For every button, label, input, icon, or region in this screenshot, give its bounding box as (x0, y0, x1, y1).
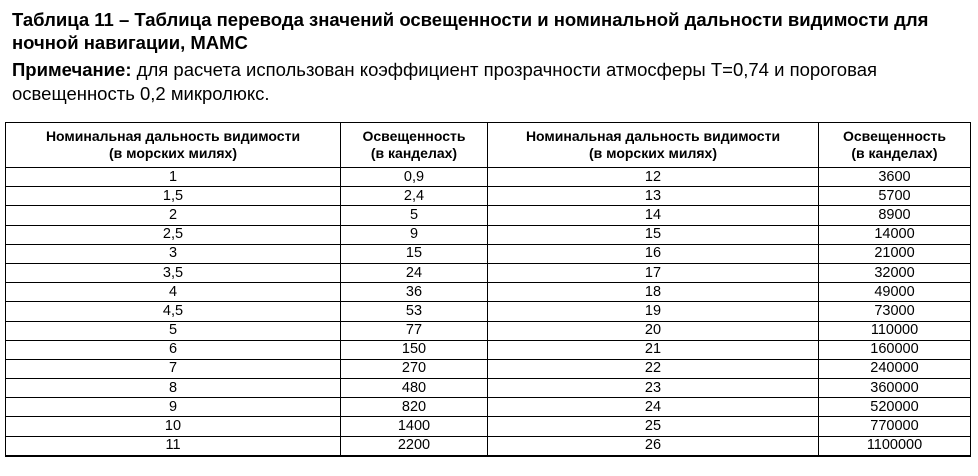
table-cell: 1100000 (819, 436, 971, 456)
table-row (6, 302, 971, 321)
column-header-line: (в морских милях) (109, 145, 237, 161)
column-header-line: Освещенность (842, 128, 946, 144)
table-row (6, 168, 971, 187)
table-row (6, 398, 971, 417)
column-header-line: Освещенность (362, 128, 466, 144)
table-cell: 10 (6, 417, 341, 436)
column-header-line: (в канделах) (370, 145, 458, 161)
column-header (488, 123, 819, 168)
table-cell: 5700 (819, 187, 971, 206)
table-cell: 360000 (819, 379, 971, 398)
table-cell: 4,5 (6, 302, 341, 321)
table-cell: 0,9 (341, 168, 488, 187)
table-cell: 4 (6, 283, 341, 302)
note-text: для расчета использован коэффициент прозрачности атмосферы T=0,74 и пороговая освещенность 0,2 микролюкс. (12, 59, 878, 104)
table-cell: 160000 (819, 340, 971, 359)
table-cell: 2 (6, 206, 341, 225)
table-cell: 1 (6, 168, 341, 187)
table-cell: 11 (6, 436, 341, 456)
table-cell: 49000 (819, 283, 971, 302)
table-cell: 480 (341, 379, 488, 398)
table-cell: 18 (488, 283, 819, 302)
table-cell: 270 (341, 359, 488, 378)
table-cell: 16 (488, 244, 819, 263)
column-header-line: (в канделах) (851, 145, 938, 161)
table-cell: 36 (341, 283, 488, 302)
table-cell: 3 (6, 244, 341, 263)
table-row (6, 206, 971, 225)
table-cell: 770000 (819, 417, 971, 436)
table-cell: 2,4 (341, 187, 488, 206)
table-cell: 5 (341, 206, 488, 225)
column-header-line: Номинальная дальность видимости (45, 128, 301, 144)
table-note (12, 58, 962, 106)
table-row (6, 340, 971, 359)
table-cell: 7 (6, 359, 341, 378)
table-row (6, 283, 971, 302)
table-row (6, 436, 971, 456)
table-cell: 22 (488, 359, 819, 378)
table-cell: 21000 (819, 244, 971, 263)
table-cell: 32000 (819, 263, 971, 282)
table-cell: 15 (341, 244, 488, 263)
table-cell: 25 (488, 417, 819, 436)
table-cell: 150 (341, 340, 488, 359)
table-cell: 9 (6, 398, 341, 417)
header-row (6, 123, 971, 168)
table-row (6, 187, 971, 206)
table-row (6, 379, 971, 398)
column-header (341, 123, 488, 168)
table-cell: 26 (488, 436, 819, 456)
column-header-line: (в морских милях) (589, 145, 717, 161)
table-row (6, 417, 971, 436)
table-row (6, 225, 971, 244)
table-cell: 17 (488, 263, 819, 282)
table-cell: 15 (488, 225, 819, 244)
table-cell: 13 (488, 187, 819, 206)
table-title: Таблица 11 – Таблица перевода значений освещенности и номинальной дальности видимости для ночной навигации, МАМС (12, 9, 929, 53)
table-cell: 8 (6, 379, 341, 398)
table-row (6, 321, 971, 340)
table-cell: 820 (341, 398, 488, 417)
note-label: Примечание: (12, 59, 132, 80)
table-cell: 2200 (341, 436, 488, 456)
table-cell: 20 (488, 321, 819, 340)
table-row (6, 263, 971, 282)
table-cell: 9 (341, 225, 488, 244)
table-cell: 240000 (819, 359, 971, 378)
table-cell: 21 (488, 340, 819, 359)
table-cell: 14000 (819, 225, 971, 244)
table-cell: 1400 (341, 417, 488, 436)
table-cell: 77 (341, 321, 488, 340)
column-header (819, 123, 971, 168)
table-cell: 14 (488, 206, 819, 225)
table-cell: 8900 (819, 206, 971, 225)
table-cell: 53 (341, 302, 488, 321)
table-cell: 12 (488, 168, 819, 187)
table-cell: 110000 (819, 321, 971, 340)
table-cell: 19 (488, 302, 819, 321)
table-cell: 73000 (819, 302, 971, 321)
column-header (6, 123, 341, 168)
table-cell: 2,5 (6, 225, 341, 244)
table-cell: 24 (488, 398, 819, 417)
table-cell: 6 (6, 340, 341, 359)
table-cell: 24 (341, 263, 488, 282)
table-cell: 23 (488, 379, 819, 398)
column-header-line: Номинальная дальность видимости (525, 128, 781, 144)
table-cell: 3,5 (6, 263, 341, 282)
table-cell: 1,5 (6, 187, 341, 206)
table-cell: 5 (6, 321, 341, 340)
table-row (6, 359, 971, 378)
conversion-table (5, 122, 971, 457)
table-cell: 520000 (819, 398, 971, 417)
table-cell: 3600 (819, 168, 971, 187)
table-row (6, 244, 971, 263)
